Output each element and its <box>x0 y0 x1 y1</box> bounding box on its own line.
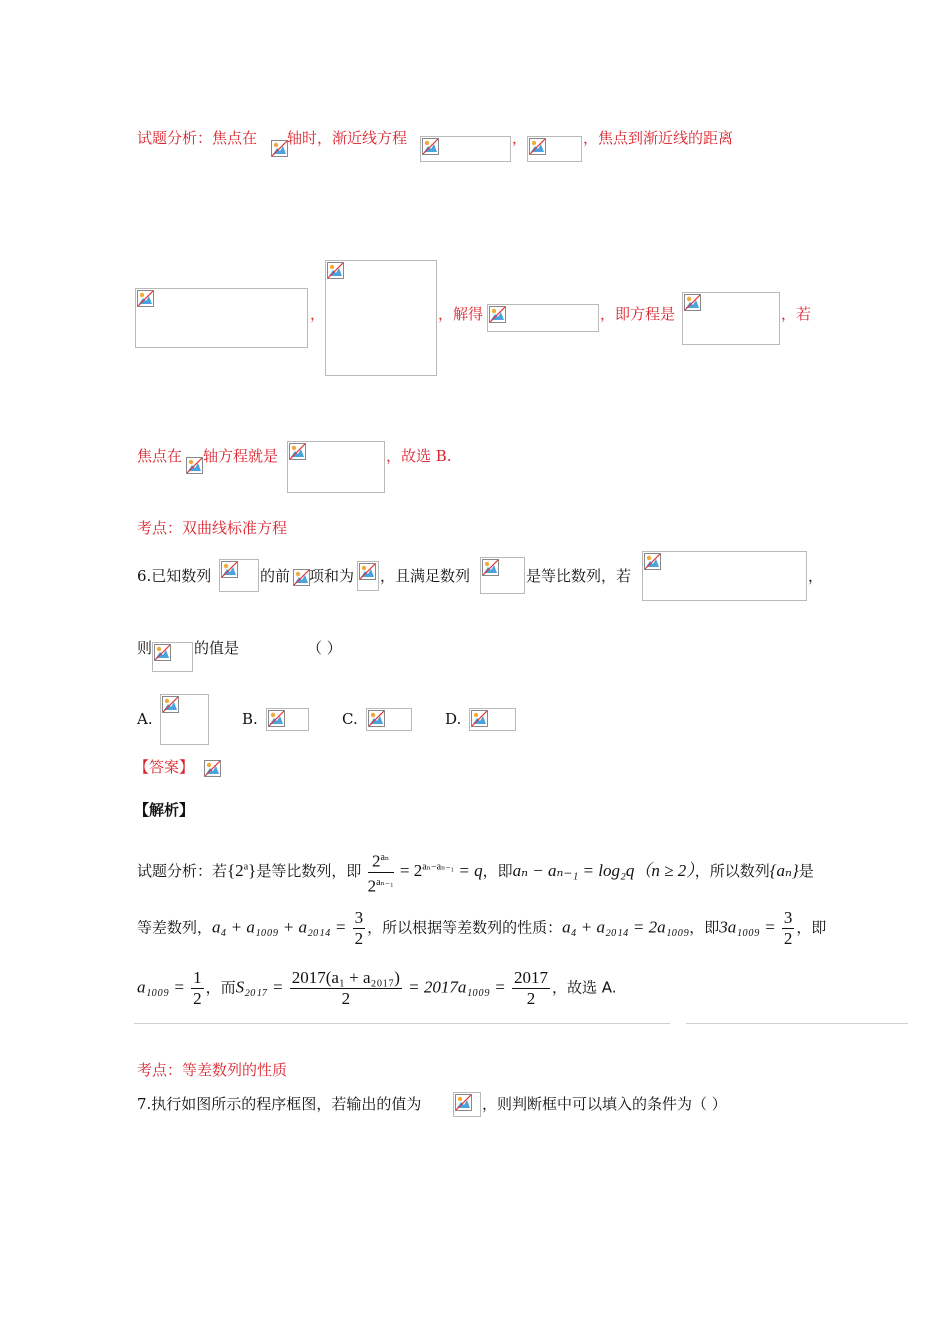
broken-image-icon <box>204 760 221 777</box>
solution-line-3: a₁₀₀₉ = $\frac{1}{2}$ ，而S₂₀₁₇ = $\frac{\text{2017(a₁ + a₂₀₁₇)}}{2}$ = 2017a₁₀₀₉ = $\frac{2017}{2}$ ，故选 A. <box>137 968 617 1008</box>
formula-image <box>287 441 385 493</box>
question-text: 则 <box>137 639 153 657</box>
analysis-text: 轴方程就是 <box>203 447 279 465</box>
analysis-text: ， <box>310 305 326 323</box>
formula-image <box>642 551 807 601</box>
broken-image-icon <box>271 140 288 157</box>
broken-image-icon <box>422 138 439 155</box>
broken-image-icon <box>137 290 154 307</box>
formula-image <box>453 1092 481 1117</box>
broken-image-icon <box>268 710 285 727</box>
formula-image <box>325 260 437 376</box>
answer-paren: （ ） <box>307 639 342 657</box>
formula-image <box>219 559 259 592</box>
broken-image-icon <box>221 561 238 578</box>
broken-image-icon <box>455 1094 472 1111</box>
kaodian-label: 考点：等差数列的性质 <box>137 1061 288 1079</box>
broken-image-icon <box>162 696 179 713</box>
broken-image-icon <box>289 443 306 460</box>
broken-image-icon <box>186 457 203 474</box>
answer-image <box>203 759 223 779</box>
broken-image-icon <box>482 559 499 576</box>
formula-image <box>135 288 308 348</box>
broken-image-icon <box>684 294 701 311</box>
question-text: ，且满足数列 <box>380 567 471 585</box>
solution-line-2: 等差数列，a₄ + a₁₀₀₉ + a₂₀₁₄ = $\frac{3}{2}$ ，所以根据等差数列的性质：a₄ + a₂₀₁₄ = 2a₁₀₀₉，即3a₁₀₀₉ = $\frac{3}{2}$ ，即 <box>137 908 827 948</box>
broken-image-icon <box>368 710 385 727</box>
question-text: 项和为 <box>309 567 355 585</box>
formula-image <box>487 304 599 332</box>
divider <box>134 1023 670 1024</box>
divider <box>686 1023 908 1024</box>
analysis-text: 焦点在 <box>137 447 183 465</box>
formula-image <box>480 557 525 594</box>
question-text: ， <box>808 567 824 585</box>
question-text: ，则判断框中可以填入的条件为（ ） <box>482 1095 727 1113</box>
broken-image-icon <box>154 644 171 661</box>
question-text: 的前 <box>260 567 291 585</box>
option-a-label: A. <box>137 710 153 728</box>
answer-label: 【答案】 <box>134 758 195 776</box>
analysis-text: ，故选 B. <box>386 447 452 465</box>
option-c-image <box>366 708 412 731</box>
analysis-text: ， <box>512 129 528 147</box>
formula-image <box>152 642 193 672</box>
question-text: 7.执行如图所示的程序框图，若输出的值为 <box>137 1095 422 1113</box>
option-b-label: B. <box>242 710 258 728</box>
broken-image-icon <box>644 553 661 570</box>
formula-image <box>420 136 511 162</box>
analysis-text: ，若 <box>781 305 812 323</box>
option-b-image <box>266 708 309 731</box>
question-text: 是等比数列，若 <box>526 567 632 585</box>
broken-image-icon <box>293 569 310 586</box>
analysis-text: 试题分析：焦点在 <box>137 129 258 147</box>
broken-image-icon <box>489 306 506 323</box>
option-d-image <box>469 708 516 731</box>
option-c-label: C. <box>342 710 358 728</box>
broken-image-icon <box>471 710 488 727</box>
kaodian-label: 考点：双曲线标准方程 <box>137 519 288 537</box>
question-text: 的值是 <box>194 639 240 657</box>
formula-image <box>527 136 582 162</box>
analysis-text: ，即方程是 <box>600 305 676 323</box>
broken-image-icon <box>359 563 376 580</box>
broken-image-icon <box>529 138 546 155</box>
formula-image <box>357 561 379 591</box>
analysis-text: ，焦点到渐近线的距离 <box>583 129 734 147</box>
formula-image <box>682 292 780 345</box>
formula-image <box>185 456 204 475</box>
analysis-text: ，解得 <box>438 305 484 323</box>
analysis-text: 轴时，渐近线方程 <box>287 129 408 147</box>
broken-image-icon <box>327 262 344 279</box>
option-d-label: D. <box>445 710 462 728</box>
analysis-label: 【解析】 <box>134 801 195 819</box>
solution-line-1: 试题分析：若{2$^a$}是等比数列，即 $\frac{2^{a_n}}{2^{a_{n-1}}}$ = $2^{a_n-a_{n-1}} = q$，即aₙ − aₙ₋₁ = log₂q（n ≥ 2），所以数列{aₙ}是 <box>137 848 814 896</box>
option-a-image <box>160 694 209 745</box>
question-text: 6.已知数列 <box>137 567 212 585</box>
